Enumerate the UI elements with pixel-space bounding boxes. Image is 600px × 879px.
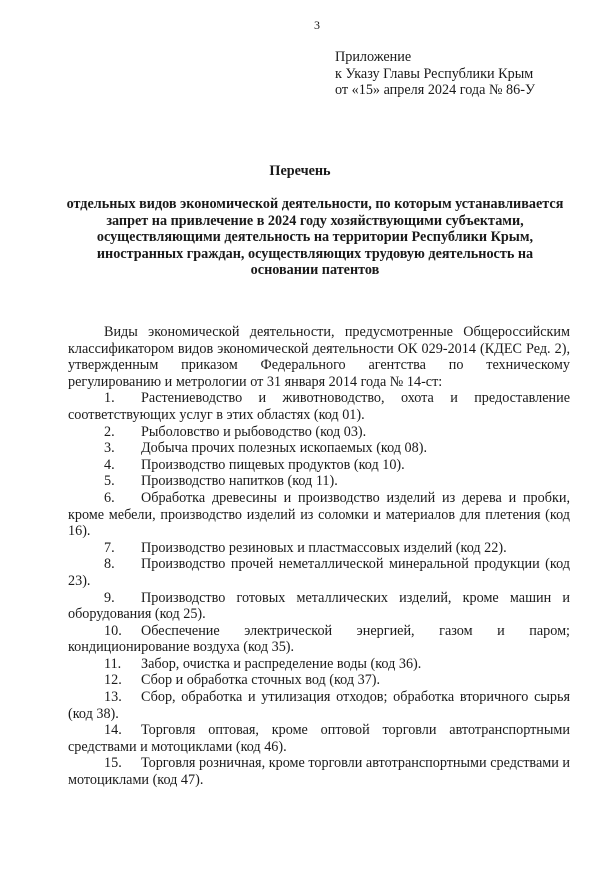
appendix-line: Приложение bbox=[335, 49, 412, 65]
list-item bbox=[68, 722, 570, 755]
item-text: Растениеводство и животноводство, охота и предоставление соответствующих услуг в этих областях (код 01). bbox=[68, 390, 570, 423]
item-number: 9. bbox=[104, 589, 115, 606]
item-number: 13. bbox=[104, 689, 122, 706]
item-text: Сбор, обработка и утилизация отходов; обработка вторичного сырья (код 38). bbox=[68, 689, 570, 722]
list-item bbox=[68, 556, 570, 589]
list-item bbox=[68, 440, 570, 457]
list-item bbox=[68, 457, 570, 474]
intro-paragraph: Виды экономической деятельности, предусмотренные Общероссийским классификатором видов экономической деятельности ОК 029-2014 (КДЕС Ред. 2), утвержденным приказом Федерального агентства по техническому регулированию и метрологии от 31 января 2014 года № 14-ст: bbox=[68, 324, 570, 390]
item-text: Забор, очистка и распределение воды (код 36). bbox=[141, 655, 422, 672]
list-item bbox=[68, 656, 570, 673]
item-number: 4. bbox=[104, 456, 115, 473]
item-number: 12. bbox=[104, 672, 122, 689]
appendix-line: к Указу Главы Республики Крым bbox=[335, 65, 534, 82]
item-number: 5. bbox=[104, 473, 115, 490]
list-item bbox=[68, 755, 570, 788]
document-title: Перечень bbox=[269, 163, 331, 179]
list-item bbox=[68, 590, 570, 623]
item-text: Производство резиновых и пластмассовых изделий (код 22). bbox=[141, 539, 507, 556]
item-number: 14. bbox=[104, 722, 122, 739]
item-number: 7. bbox=[104, 539, 115, 556]
list-item bbox=[68, 390, 570, 423]
item-text: Производство прочей неметаллической минеральной продукции (код 23). bbox=[68, 556, 570, 589]
list-item bbox=[68, 672, 570, 689]
list-item bbox=[68, 490, 570, 540]
item-number: 2. bbox=[104, 423, 115, 440]
list-item bbox=[68, 689, 570, 722]
item-number: 8. bbox=[104, 556, 115, 573]
item-number: 15. bbox=[104, 755, 122, 772]
list-item bbox=[68, 424, 570, 441]
item-text: Обработка древесины и производство изделий из дерева и пробки, кроме мебели, производство изделий из соломки и материалов для плетения (код 16). bbox=[68, 489, 570, 540]
item-number: 6. bbox=[104, 489, 115, 506]
item-text: Обеспечение электрической энергией, газом и паром; кондиционирование воздуха (код 35). bbox=[68, 622, 570, 656]
list-item bbox=[68, 623, 570, 656]
item-number: 10. bbox=[104, 622, 122, 639]
activity-list bbox=[68, 390, 570, 788]
appendix-line: от «15» апреля 2024 года № 86-У bbox=[335, 82, 535, 98]
item-text: Сбор и обработка сточных вод (код 37). bbox=[141, 672, 381, 689]
item-text: Производство пищевых продуктов (код 10). bbox=[141, 456, 405, 473]
list-item bbox=[68, 473, 570, 490]
item-number: 11. bbox=[104, 655, 122, 672]
appendix-header bbox=[335, 49, 535, 99]
document-body bbox=[68, 324, 570, 789]
item-text: Торговля оптовая, кроме оптовой торговли автотранспортными средствами и мотоциклами (код 46). bbox=[68, 722, 570, 755]
item-text: Производство напитков (код 11). bbox=[141, 473, 338, 490]
item-text: Производство готовых металлических изделий, кроме машин и оборудования (код 25). bbox=[68, 589, 570, 623]
item-text: Рыболовство и рыбоводство (код 03). bbox=[141, 423, 367, 440]
item-text: Торговля розничная, кроме торговли автотранспортными средствами и мотоциклами (код 47). bbox=[68, 755, 570, 789]
list-item bbox=[68, 540, 570, 557]
item-text: Добыча прочих полезных ископаемых (код 08). bbox=[141, 440, 427, 457]
document-subtitle: отдельных видов экономической деятельности, по которым устанавливается запрет на привлечение в 2024 году хозяйствующими субъектами, осуществляющими деятельность на территории Республики Крым, иностранных граждан, осуществляющих трудовую деятельность на основании патентов bbox=[66, 196, 564, 279]
item-number: 1. bbox=[104, 390, 115, 407]
page-number: 3 bbox=[314, 18, 320, 32]
item-number: 3. bbox=[104, 440, 115, 457]
